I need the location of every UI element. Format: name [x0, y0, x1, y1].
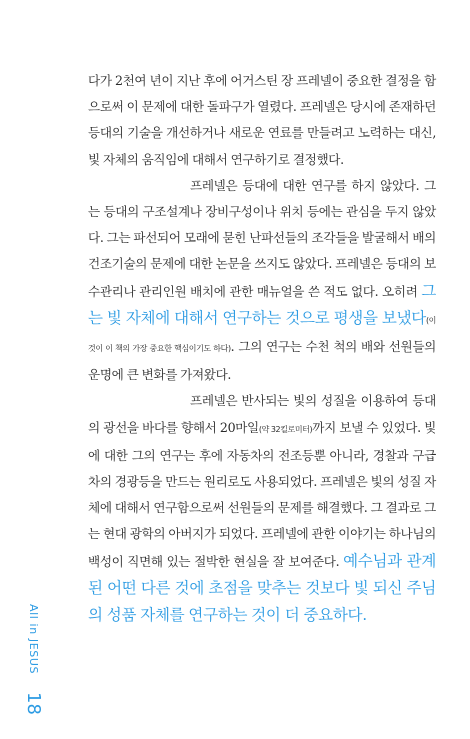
parenthetical-note-1: (이것이 이 책의 가장 중요한 핵심이기도 하다) [88, 315, 436, 354]
paragraph-1 [88, 68, 436, 173]
body-text [88, 68, 436, 629]
paragraph-3-text-b: 까지 보낼 수 있었다. 빛에 대한 그의 연구는 후에 자동차의 전조등뿐 아니라, 경찰과 구급차의 경광등을 만드는 원리로도 사용되었다. 프레넬은 빛의 성질 자체에 대해서 연구함으로써 선원들의 문제를 해결했다. 그 결과로 그는 현대 광학의 아버지가 되었다. 프레넬에 관한 이야기는 하나님의 백성이 직면해 있는 절박한 현실을 잘 보여준다. [88, 419, 436, 569]
highlight-quote-2: 예수님과 관계된 어떤 다른 것에 초점을 맞추는 것보다 빛 되신 주님의 성품 자체를 연구하는 것이 더 중요하다. [88, 551, 436, 625]
paragraph-2-text-a: 프레넬은 등대에 대한 연구를 하지 않았다. 그는 등대의 구조설계나 장비구성이나 위치 등에는 관심을 두지 않았다. 그는 파선되어 모래에 묻힌 난파선들의 조각들을 발굴해서 배의 건조기술의 문제에 대한 논문을 쓰지도 않았다. 프레넬은 등대의 보수관리나 관리인원 배치에 관한 매뉴얼을 쓴 적도 없다. 오히려 [88, 177, 436, 299]
page-number [24, 692, 46, 722]
highlight-quote-1: 그는 빛 자체에 대해서 연구하는 것으로 평생을 보냈다 [88, 281, 436, 327]
paragraph-2 [88, 173, 436, 389]
page-number-text: 18 [23, 692, 44, 715]
book-title-text: All in JESUS [27, 604, 40, 675]
paragraph-3 [88, 388, 436, 629]
paragraph-1-text: 다가 2천여 년이 지난 후에 어거스틴 장 프레넬이 중요한 결정을 함으로써 이 문제에 대한 돌파구가 열렸다. 프레넬은 당시에 존재하던 등대의 기술을 개선하거나 새로운 연료를 만들려고 노력하는 대신, 빛 자체의 움직임에 대해서 연구하기로 결정했다. [88, 73, 436, 167]
paragraph-2-text-b: . 그의 연구는 수천 척의 배와 선원들의 운명에 큰 변화를 가져왔다. [88, 339, 436, 383]
paragraph-3-text-a: 프레넬은 반사되는 빛의 성질을 이용하여 등대의 광선을 바다를 향해서 20마일 [88, 393, 436, 435]
parenthetical-note-2: (약 32킬로미터) [258, 424, 313, 434]
